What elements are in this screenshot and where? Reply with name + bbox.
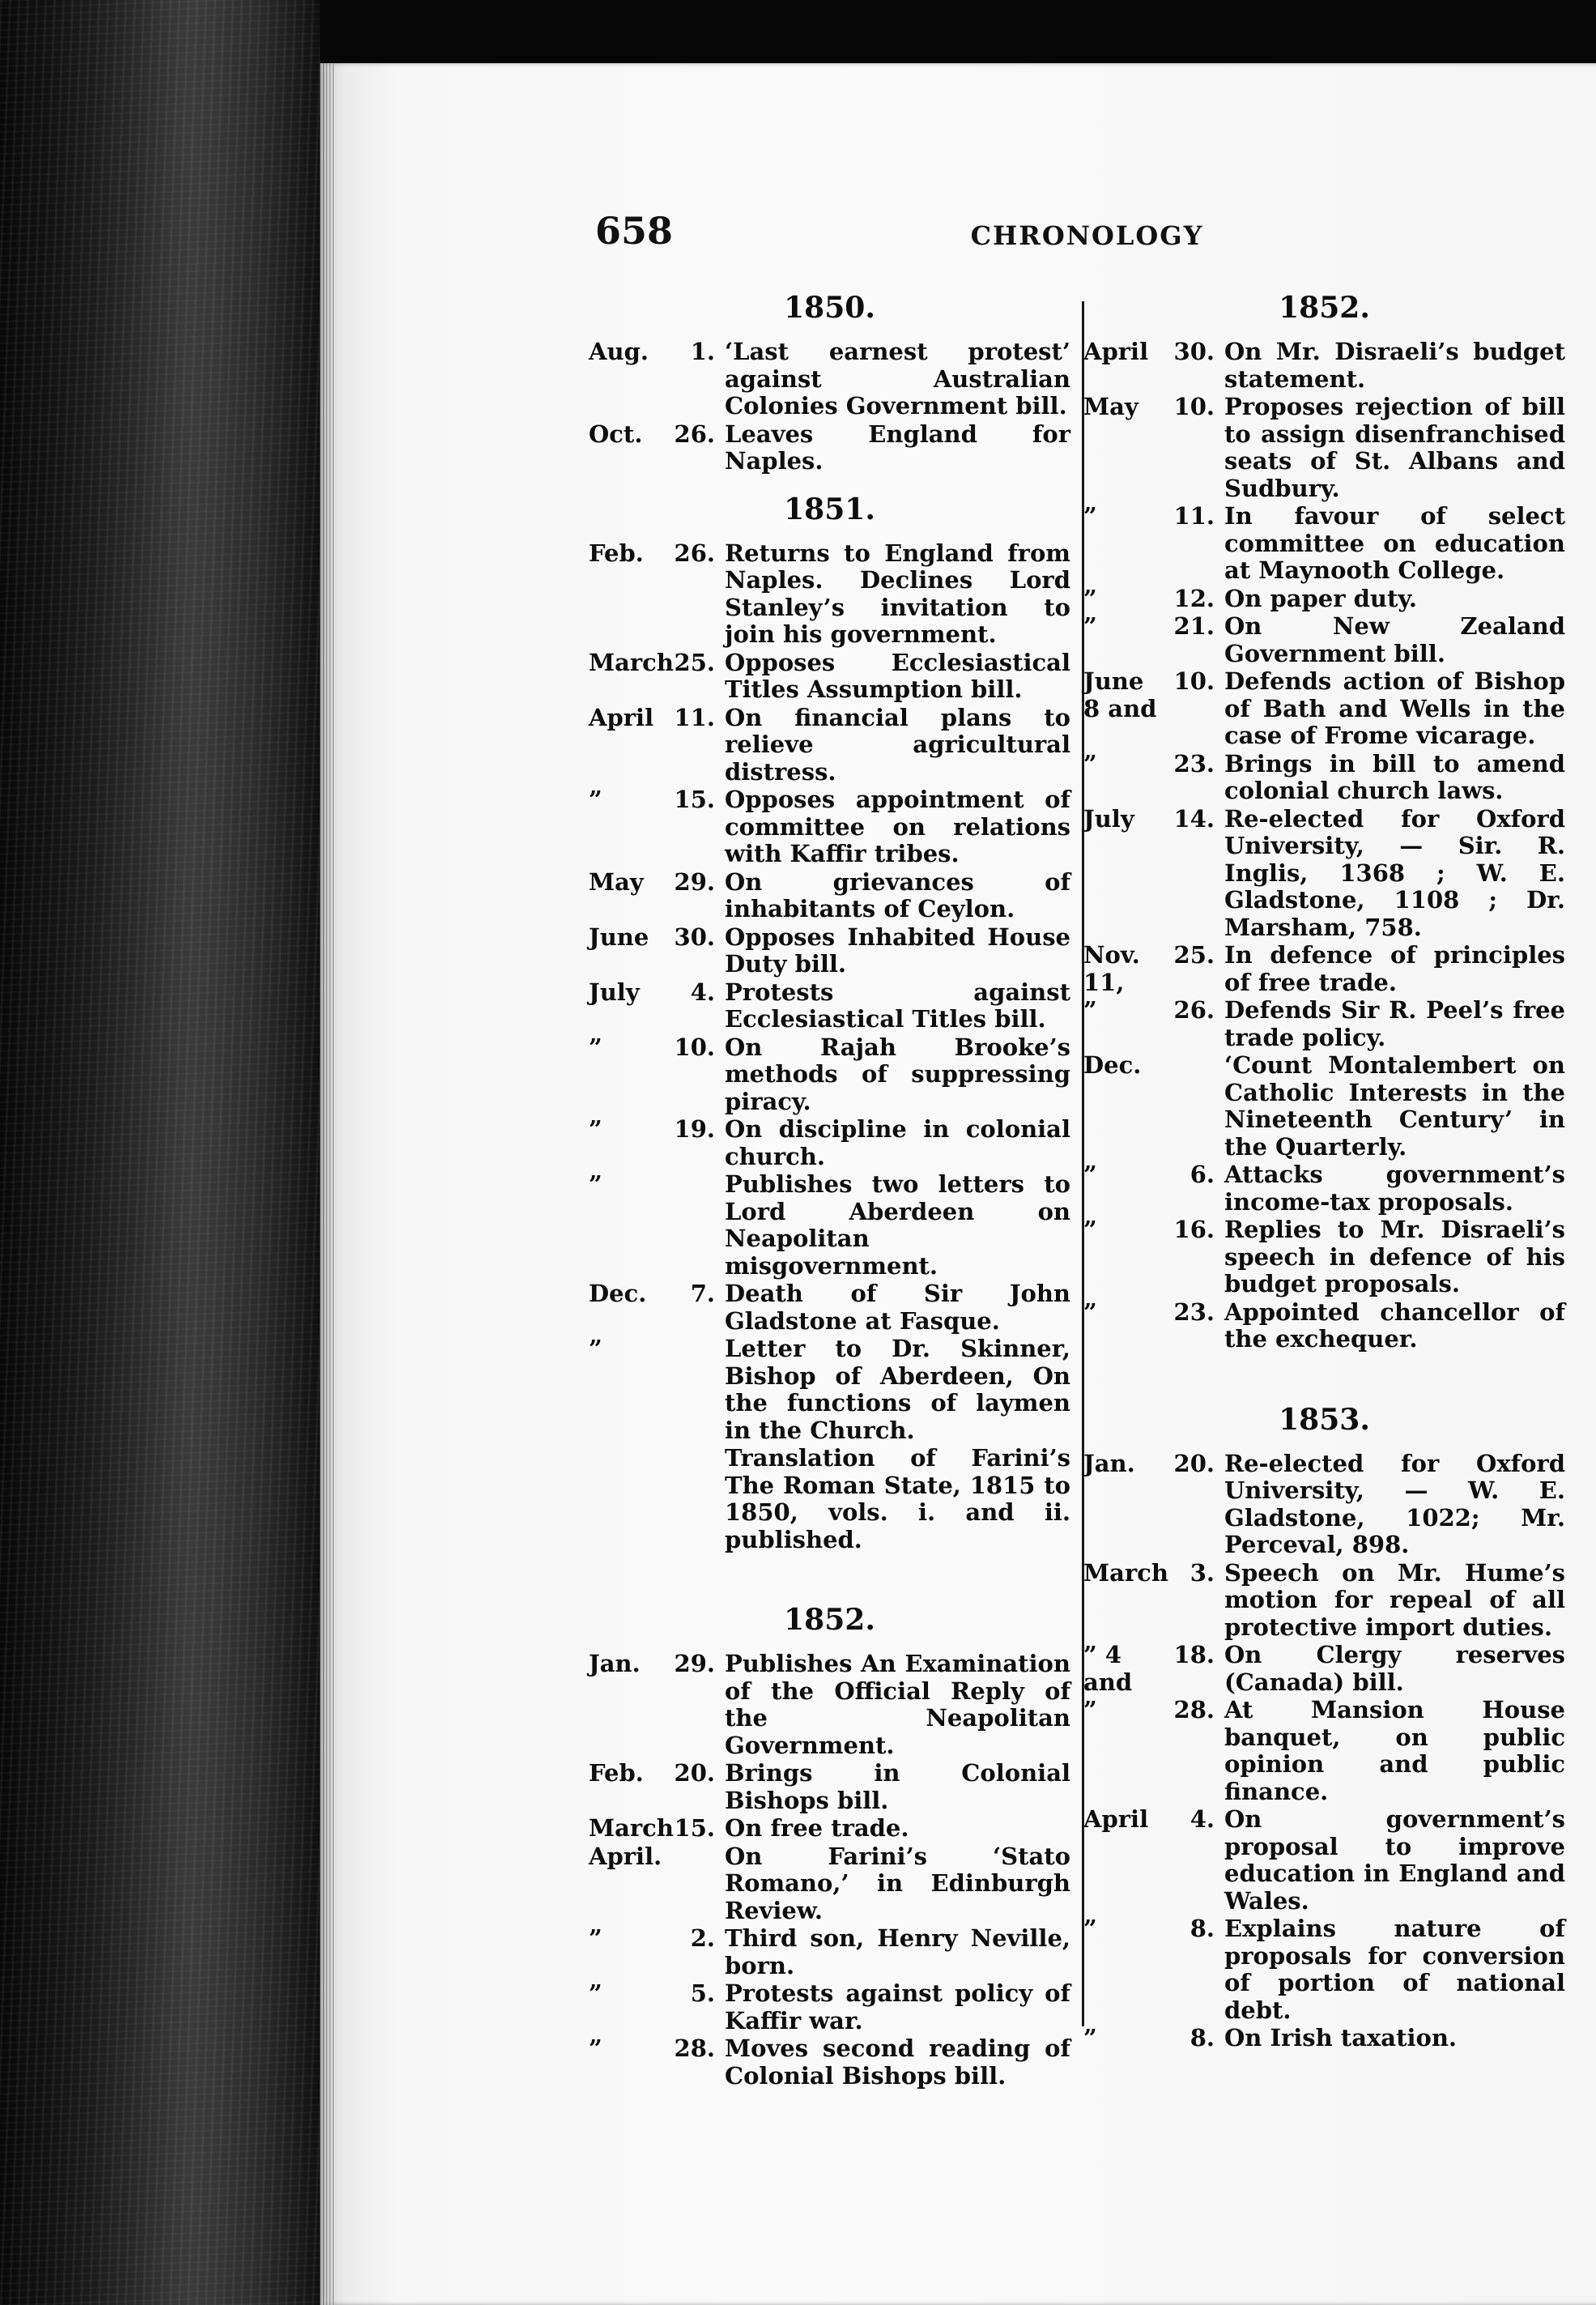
left-column [589, 288, 1070, 2090]
entry-day: 14. [1173, 804, 1215, 833]
entry-day: 23. [1173, 1297, 1215, 1326]
entry-text: Re-elected for Oxford University, — W. E. Gladstone, 1022; Mr. Perceval, 898. [1224, 1449, 1565, 1558]
entry-text: At Mansion House banquet, on public opinion and public finance. [1224, 1696, 1565, 1805]
entry-day: 15. [674, 786, 715, 813]
entry-text: Publishes two letters to Lord Aberdeen on Neapolitan misgovernment. [725, 1170, 1070, 1280]
entry-day: 20. [1173, 1449, 1215, 1477]
year-heading: 1852. [784, 1603, 875, 1637]
entry-month: March [589, 648, 674, 676]
entry-month: June [589, 922, 649, 951]
entry-day: 30. [674, 922, 715, 951]
entry-month [589, 1445, 665, 1553]
entry-day: 25. [674, 648, 715, 676]
entry-month: ” [589, 1924, 602, 1952]
entry-day: 28. [1173, 1696, 1215, 1723]
entry-month: ” [589, 1979, 602, 2007]
chronology-entry [589, 1280, 1070, 1335]
entry-month: ” [1083, 996, 1097, 1024]
chronology-entry [589, 1336, 1070, 1444]
entry-day: 12. [1173, 584, 1215, 612]
entry-text: On Rajah Brooke’s methods of suppressing piracy. [725, 1033, 1070, 1115]
chronology-entry [589, 421, 1070, 475]
entry-day: 6. [1190, 1161, 1215, 1188]
chronology-entry [1083, 339, 1565, 393]
entry-day: 11. [1173, 502, 1215, 530]
entry-day: 30. [1173, 338, 1215, 365]
year-heading: 1853. [1279, 1402, 1370, 1437]
entry-text: On Mr. Disraeli’s budget statement. [1224, 338, 1565, 393]
entry-day: 10. [1173, 667, 1215, 695]
chronology-entry [589, 1815, 1070, 1843]
entry-text: Letter to Dr. Skinner, Bishop of Aberdeen, On the functions of laymen in the Church. [725, 1335, 1070, 1444]
entry-text: Brings in Colonial Bishops bill. [725, 1759, 1070, 1814]
entry-month: ” [1083, 612, 1097, 640]
entry-month: ” [589, 2034, 602, 2062]
chronology-entry [1083, 1052, 1565, 1161]
entry-month: ” [1083, 1915, 1097, 1942]
year-section [1083, 1400, 1565, 2052]
chronology-entry [589, 540, 1070, 649]
entry-month: April. [589, 1842, 662, 1870]
year-section [589, 1600, 1070, 2090]
entry-text: On financial plans to relieve agricultural distress. [725, 703, 1070, 786]
book-spine-gutter [0, 0, 320, 2305]
scan-border-top [320, 0, 1596, 63]
entry-text: Returns to England from Naples. Declines Lord Stanley’s invitation to join his government. [725, 539, 1070, 648]
entry-month: May [1083, 393, 1138, 420]
chronology-entry [589, 1034, 1070, 1116]
entry-text: Explains nature of proposals for conversion of portion of national debt. [1224, 1915, 1565, 2024]
entry-text: ‘Last earnest protest’ against Australian Colonies Government bill. [725, 338, 1070, 420]
entry-month: April [1083, 1805, 1149, 1833]
entry-text: Translation of Farini’s The Roman State, 1815 to 1850, vols. i. and ii. published. [725, 1444, 1070, 1553]
year-heading: 1852. [1279, 291, 1370, 325]
entry-month: March [1083, 1558, 1168, 1587]
chronology-entry [1083, 1915, 1565, 2024]
entry-month: ” [1083, 1696, 1097, 1723]
chronology-entry [589, 1651, 1070, 1759]
year-section [589, 288, 1070, 475]
year-heading: 1851. [784, 492, 875, 526]
entry-day: 15. [674, 1814, 715, 1842]
chronology-entry [589, 979, 1070, 1033]
entry-month: Aug. [589, 338, 649, 365]
entry-text: Publishes An Examination of the Official Reply of the Neapolitan Government. [725, 1650, 1070, 1759]
entry-month: ” [1083, 502, 1097, 530]
year-heading: 1850. [784, 291, 875, 325]
year-section [589, 490, 1070, 1554]
entry-text: Opposes Ecclesiastical Titles Assumption bill. [725, 648, 1070, 703]
entry-text: On Farini’s ‘Stato Romano,’ in Edinburgh Review. [725, 1842, 1070, 1924]
page-edge [320, 63, 334, 2305]
entry-day: 18. [1173, 1641, 1215, 1668]
entry-month: ” 4 and [1083, 1641, 1133, 1696]
entry-month: Feb. [589, 539, 644, 567]
entry-month: ” [1083, 1297, 1097, 1326]
chronology-entry [1083, 1299, 1565, 1353]
entry-text: Defends Sir R. Peel’s free trade policy. [1224, 996, 1565, 1051]
entry-text: Brings in bill to amend colonial church laws. [1224, 749, 1565, 804]
entry-text: Third son, Henry Neville, born. [725, 1924, 1070, 1979]
chronology-entry [589, 1925, 1070, 1979]
entry-day: 4. [690, 978, 715, 1006]
entry-text: ‘Count Montalembert on Catholic Interests in the Nineteenth Century’ in the Quarterly. [1224, 1051, 1565, 1161]
entry-text: Protests against policy of Kaffir war. [725, 1979, 1070, 2034]
entry-text: Appointed chancellor of the exchequer. [1224, 1297, 1565, 1353]
entry-text: On discipline in colonial church. [725, 1115, 1070, 1170]
chronology-entry [1083, 942, 1565, 996]
entry-month: May [589, 867, 644, 896]
entry-day: 1. [690, 338, 715, 365]
entry-text: Re-elected for Oxford University, — Sir. R. Inglis, 1368 ; W. E. Gladstone, 1108 ; Dr. Marsham, 758. [1224, 804, 1565, 941]
entry-month: Jan. [589, 1650, 641, 1677]
entry-day [665, 1843, 725, 1925]
entry-month: ” [589, 1033, 602, 1061]
entry-month: Nov. 11, [1083, 941, 1140, 996]
entry-month: April [589, 703, 654, 731]
entry-month: ” [589, 1335, 602, 1362]
chronology-entry [589, 339, 1070, 420]
entry-month: Feb. [589, 1759, 644, 1787]
chronology-entry [589, 869, 1070, 923]
chronology-entry [589, 1171, 1070, 1280]
entry-month: ” [589, 786, 602, 813]
entry-day: 4. [1190, 1805, 1215, 1833]
chronology-entry [589, 786, 1070, 868]
chronology-entry [1083, 586, 1565, 613]
entry-day: 11. [674, 703, 715, 731]
entry-text: Moves second reading of Colonial Bishops bill. [725, 2034, 1070, 2090]
entry-day: 5. [690, 1979, 715, 2007]
chronology-entry [1083, 1216, 1565, 1298]
chronology-entry [1083, 1161, 1565, 1216]
entry-day: 10. [1173, 393, 1215, 420]
entry-text: On paper duty. [1224, 584, 1417, 612]
chronology-entry [589, 1445, 1070, 1553]
year-section [1083, 288, 1565, 1353]
chronology-entry [1083, 806, 1565, 942]
entry-month: July [1083, 804, 1134, 833]
entry-day: 28. [674, 2034, 715, 2062]
entry-day: 10. [674, 1033, 715, 1061]
chronology-entry [1083, 503, 1565, 585]
entry-day: 29. [674, 1650, 715, 1677]
entry-text: On free trade. [725, 1814, 909, 1842]
running-header [595, 209, 1579, 258]
chronology-entry [1083, 1560, 1565, 1642]
entry-day: 19. [674, 1115, 715, 1143]
entry-text: In defence of principles of free trade. [1224, 941, 1565, 996]
entry-day [665, 1336, 725, 1444]
entry-text: Opposes Inhabited House Duty bill. [725, 922, 1070, 978]
entry-text: On Clergy reserves (Canada) bill. [1224, 1641, 1565, 1696]
entry-month: June 8 and [1083, 667, 1157, 722]
entry-month: July [589, 978, 640, 1006]
chronology-entry [589, 1760, 1070, 1814]
entry-text: In favour of select committee on education at Maynooth College. [1224, 502, 1565, 584]
right-column [1083, 288, 1565, 2053]
chronology-entry [589, 2035, 1070, 2090]
entry-day: 26. [674, 539, 715, 567]
chronology-entry [589, 1980, 1070, 2034]
entry-text: Replies to Mr. Disraeli’s speech in defence of his budget proposals. [1224, 1216, 1565, 1297]
entry-month: ” [1083, 1216, 1097, 1243]
entry-month: April [1083, 338, 1149, 365]
entry-day [1164, 1052, 1224, 1161]
entry-month: Dec. [589, 1280, 647, 1307]
page-number: 658 [595, 209, 674, 253]
chronology-entry [589, 705, 1070, 786]
entry-month: ” [589, 1170, 602, 1198]
entry-day [665, 1171, 725, 1280]
entry-month: ” [589, 1115, 602, 1143]
entry-text: On government’s proposal to improve education in England and Wales. [1224, 1805, 1565, 1915]
entry-day: 16. [1173, 1216, 1215, 1243]
entry-text: Leaves England for Naples. [725, 420, 1070, 475]
entry-text: On New Zealand Government bill. [1224, 612, 1565, 667]
entry-day: 29. [674, 867, 715, 896]
chronology-entry [1083, 1697, 1565, 1805]
chronology-entry [1083, 1642, 1565, 1696]
entry-text: On grievances of inhabitants of Ceylon. [725, 867, 1070, 922]
entry-day: 20. [674, 1759, 715, 1787]
entry-month: ” [1083, 584, 1097, 612]
entry-text: Protests against Ecclesiastical Titles bill. [725, 978, 1070, 1033]
chronology-entry [1083, 997, 1565, 1051]
entry-day: 26. [1173, 996, 1215, 1024]
entry-month: ” [1083, 749, 1097, 778]
entry-month: ” [1083, 2024, 1097, 2051]
entry-text: Death of Sir John Gladstone at Fasque. [725, 1280, 1070, 1335]
entry-month: March [589, 1814, 674, 1842]
entry-month: Oct. [589, 420, 643, 448]
chronology-entry [1083, 2025, 1565, 2052]
entry-text: Opposes appointment of committee on relations with Kaffir tribes. [725, 786, 1070, 867]
chronology-entry [1083, 613, 1565, 667]
entry-day: 21. [1173, 612, 1215, 640]
entry-text: Defends action of Bishop of Bath and Wells in the case of Frome vicarage. [1224, 667, 1565, 749]
entry-month: Dec. [1083, 1051, 1142, 1079]
entry-day: 2. [690, 1924, 715, 1952]
chronology-entry [1083, 1806, 1565, 1915]
chronology-entry [1083, 668, 1565, 750]
entry-day: 3. [1190, 1558, 1215, 1587]
entry-month: ” [1083, 1161, 1097, 1188]
entry-text: On Irish taxation. [1224, 2024, 1458, 2051]
chronology-entry [1083, 1451, 1565, 1559]
entry-day: 8. [1190, 1915, 1215, 1942]
chronology-entry [1083, 751, 1565, 805]
entry-day: 25. [1173, 941, 1215, 969]
entry-text: Attacks government’s income-tax proposals. [1224, 1161, 1565, 1216]
entry-day: 26. [674, 420, 715, 448]
entry-day [665, 1445, 725, 1553]
entry-day: 8. [1190, 2024, 1215, 2051]
chronology-entry [589, 1116, 1070, 1170]
entry-day: 23. [1173, 749, 1215, 778]
entry-day: 7. [690, 1280, 715, 1307]
chronology-entry [589, 924, 1070, 978]
running-title: CHRONOLOGY [970, 220, 1204, 251]
chronology-entry [1083, 394, 1565, 502]
entry-text: Speech on Mr. Hume’s motion for repeal of all protective import duties. [1224, 1558, 1565, 1641]
entry-text: Proposes rejection of bill to assign disenfranchised seats of St. Albans and Sudbury. [1224, 393, 1565, 502]
chronology-entry [589, 650, 1070, 704]
entry-month: Jan. [1083, 1449, 1135, 1477]
chronology-entry [589, 1843, 1070, 1925]
